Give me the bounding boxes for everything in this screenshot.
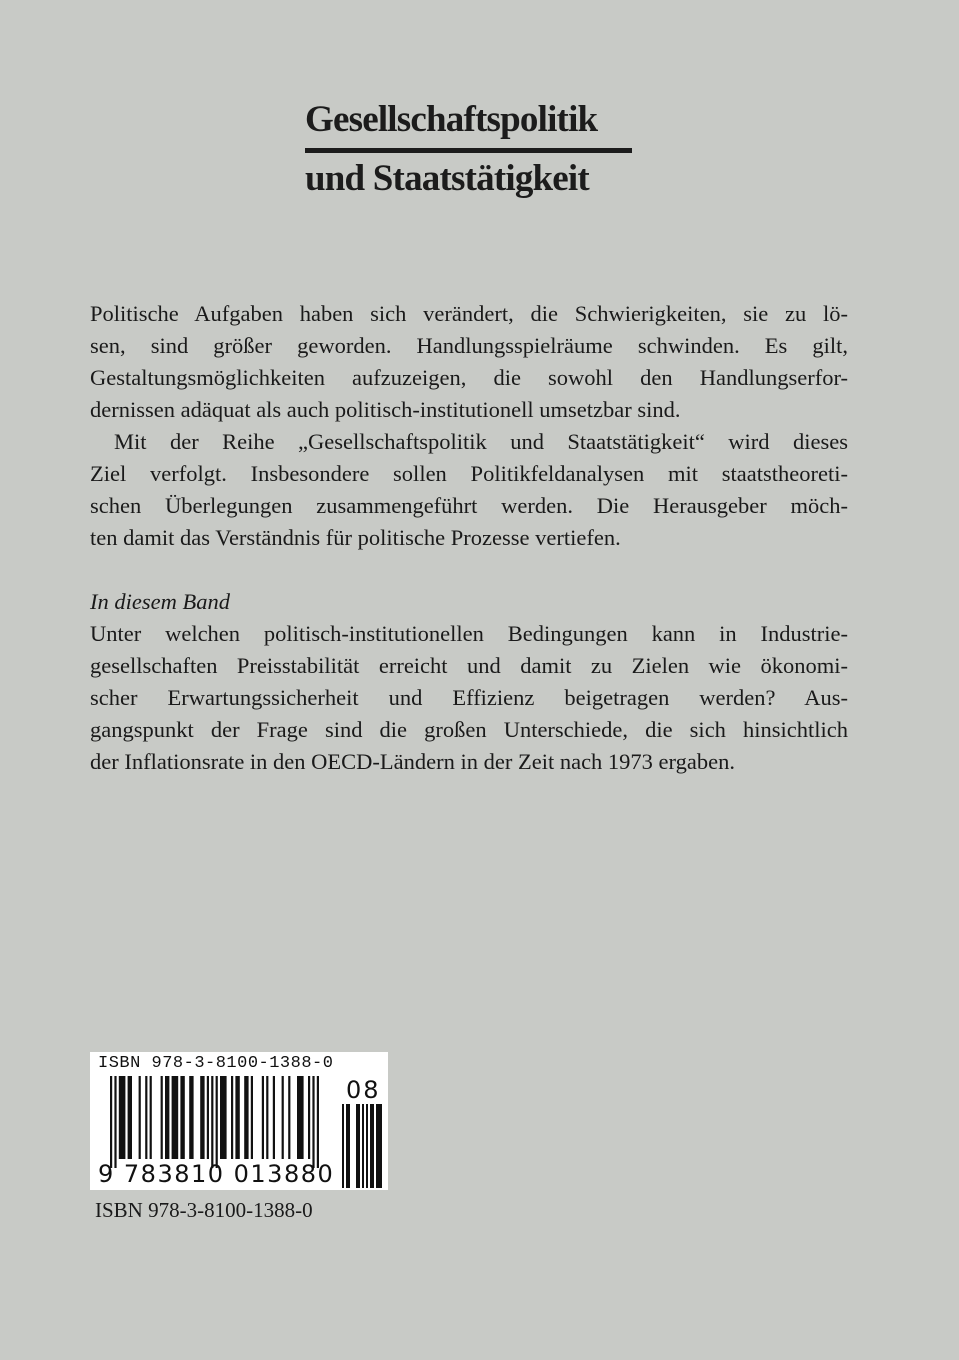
barcode-bar-25	[288, 1076, 290, 1159]
barcode-addon-bar-31	[346, 1104, 350, 1188]
text-line: gesellschaften Preisstabilität erreicht und damit zu Zielen wie ökonomi-	[90, 653, 848, 678]
text-line: schen Überlegungen zusammengeführt werden. Die Herausgeber möch-	[90, 493, 848, 518]
barcode-bar-16	[220, 1076, 227, 1159]
barcode	[90, 1052, 388, 1190]
barcode-bar-4	[139, 1076, 141, 1159]
text-line: dernissen adäquat als auch politisch-institutionell umsetzbar sind.	[90, 397, 681, 422]
barcode-bar-8	[165, 1076, 169, 1159]
barcode-bar-14	[211, 1076, 213, 1168]
barcode-bar-7	[161, 1076, 163, 1159]
text-line: ten damit das Verständnis für politische Prozesse vertiefen.	[90, 525, 621, 550]
barcode-bar-2	[119, 1076, 126, 1159]
barcode-isbn-label: ISBN 978-3-8100-1388-0	[98, 1054, 334, 1073]
text-line: Politische Aufgaben haben sich verändert, die Schwierigkeiten, sie zu lö-	[90, 301, 848, 326]
title-rule	[305, 148, 632, 153]
barcode-addon-bar-35	[370, 1104, 374, 1188]
text-line: gangspunkt der Frage sind die großen Unterschiede, die sich hinsichtlich	[90, 717, 848, 742]
barcode-bar-17	[231, 1076, 233, 1159]
series-description-paragraph	[90, 298, 848, 426]
text-line: der Inflationsrate in den OECD-Ländern in der Zeit nach 1973 ergaben.	[90, 749, 735, 774]
isbn-text: ISBN 978-3-8100-1388-0	[95, 1198, 313, 1222]
text-line: Gestaltungsmöglichkeiten aufzuzeigen, die sowohl den Handlungserfor-	[90, 365, 848, 390]
barcode-addon-bar-30	[342, 1104, 344, 1188]
volume-description-paragraph	[90, 618, 848, 778]
barcode-bar-6	[150, 1076, 152, 1159]
barcode-bar-21	[262, 1076, 264, 1159]
barcode-bar-10	[180, 1076, 184, 1159]
series-title-line2: und Staatstätigkeit	[305, 158, 589, 199]
band-heading: In diesem Band	[90, 589, 230, 614]
barcode-bar-23	[273, 1076, 275, 1159]
barcode-addon-bar-33	[362, 1104, 364, 1188]
barcode-bar-18	[235, 1076, 239, 1159]
barcode-bar-22	[266, 1076, 268, 1159]
barcode-bar-1	[114, 1076, 116, 1168]
barcode-bar-15	[216, 1076, 218, 1168]
barcode-addon-bar-34	[366, 1104, 368, 1188]
barcode-bar-19	[244, 1076, 248, 1159]
text-line: Mit der Reihe „Gesellschaftspolitik und Staatstätigkeit“ wird dieses	[114, 429, 848, 454]
barcode-bar-13	[207, 1076, 209, 1159]
barcode-bar-3	[128, 1076, 132, 1159]
barcode-addon-digits: 08	[346, 1076, 381, 1104]
text-line: scher Erwartungssicherheit und Effizienz beigetragen werden? Aus-	[90, 685, 848, 710]
barcode-digits: 9 783810 013880	[98, 1160, 335, 1188]
barcode-bar-20	[251, 1076, 253, 1159]
text-line: Unter welchen politisch-institutionellen Bedingungen kann in Industrie-	[90, 621, 848, 646]
barcode-bar-27	[308, 1076, 310, 1159]
series-goal-paragraph	[90, 426, 848, 554]
barcode-bar-11	[189, 1076, 193, 1159]
text-line: sen, sind größer geworden. Handlungsspielräume schwinden. Es gilt,	[90, 333, 848, 358]
barcode-bar-26	[297, 1076, 304, 1159]
barcode-addon-bar-36	[376, 1104, 382, 1188]
barcode-bar-29	[317, 1076, 319, 1168]
barcode-bar-24	[282, 1076, 284, 1159]
text-line: Ziel verfolgt. Insbesondere sollen Politikfeldanalysen mit staatstheoreti-	[90, 461, 848, 486]
series-title-line1: Gesellschaftspolitik	[305, 99, 598, 140]
barcode-bar-12	[200, 1076, 204, 1159]
barcode-bar-9	[172, 1076, 179, 1159]
barcode-bar-0	[110, 1076, 112, 1168]
barcode-bar-28	[312, 1076, 314, 1168]
barcode-bar-5	[145, 1076, 147, 1159]
barcode-addon-bar-32	[356, 1104, 360, 1188]
